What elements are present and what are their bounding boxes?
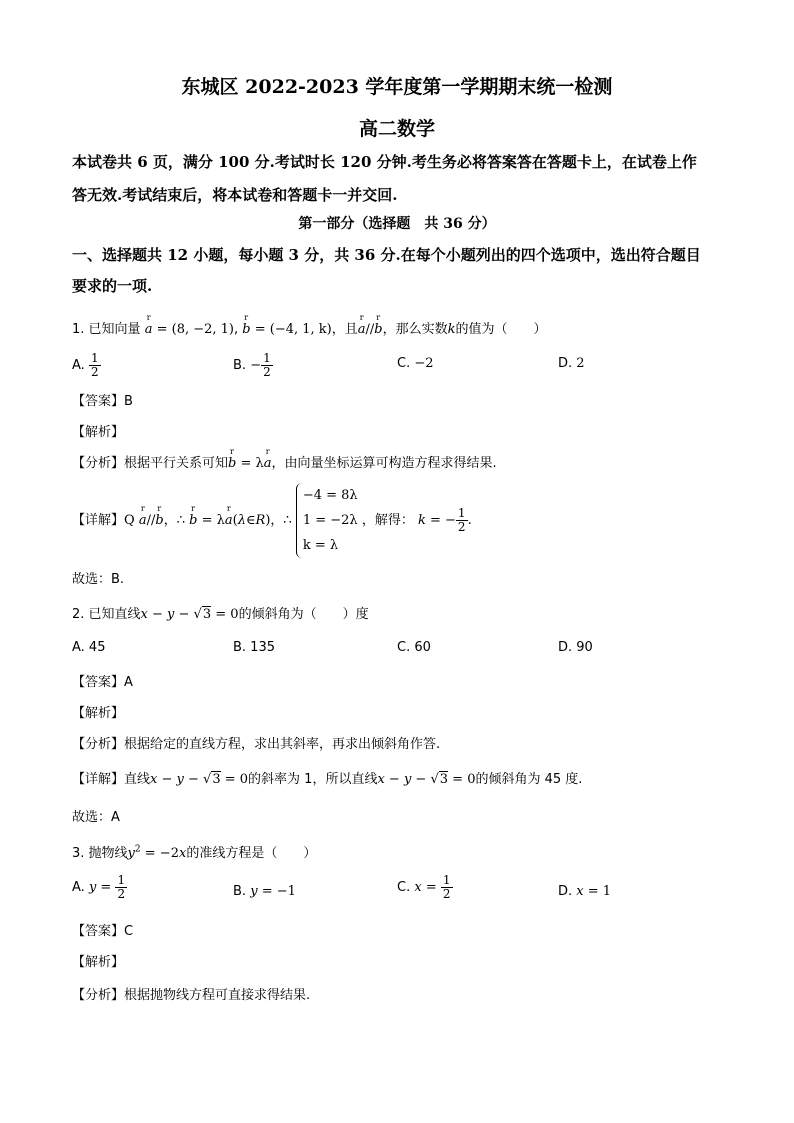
q2-fenxi: 【分析】根据给定的直线方程，求出其斜率，再求出倾斜角作答. [72,737,441,752]
question-1-stem: 1. 已知向量 r a = (8, −2, 1), r b = (−4, 1, k)，且r a//r b，那么实数k的值为（ ） [72,318,547,337]
section-line-2: 要求的一项. [72,277,153,295]
q3-answer: 【答案】C [72,924,134,939]
q2-analysis-label: 【解析】 [72,706,125,721]
q3-option-d: D. x = 1 [558,884,612,899]
q1-option-b: B. − $\frac{1}{2}$ [233,351,271,379]
q1-choose: 故选：B. [72,572,125,587]
q2-choose: 故选：A [72,810,120,825]
exam-instructions [72,146,722,212]
q1-option-d: D. 2 [558,356,585,371]
q1-option-c: C. −2 [397,356,434,371]
q2-detail: 【详解】直线x − y − √3 = 0的斜率为 1，所以直线x − y − √3 = 0的倾斜角为 45 度. [72,772,583,787]
q2-answer: 【答案】A [72,675,133,690]
question-3-stem: 3. 抛物线$y^2 = -2x$的准线方程是（ ） [72,844,317,861]
q3-option-c: C. x = $\frac{1}{2}$ [397,873,451,901]
document-title: 东城区 2022-2023 学年度第一学期期末统一检测 [181,76,613,98]
q1-fenxi: 【分析】根据平行关系可知r b = λr a，由向量坐标运算可构造方程求得结果. [72,452,497,471]
q3-option-a: A. y = $\frac{1}{2}$ [72,873,126,901]
q1-analysis-label: 【解析】 [72,425,125,440]
q1-equation-system: −4 = 8λ 1 = −2λ k = λ [296,483,358,558]
instructions-line-1: 本试卷共 6 页，满分 100 分.考试时长 120 分钟.考生务必将答案答在答题卡上，在试卷上作 [72,153,697,171]
section-line-1: 一、选择题共 12 小题，每小题 3 分，共 36 分.在每个小题列出的四个选项中，选出符合题目 [72,246,701,264]
q3-analysis-label: 【解析】 [72,955,125,970]
q3-fenxi: 【分析】根据抛物线方程可直接求得结果. [72,988,311,1003]
q3-option-b: B. y = −1 [233,884,296,899]
q2-option-d: D. 90 [558,640,593,655]
document-subtitle: 高二数学 [358,118,435,140]
q2-option-b: B. 135 [233,640,275,655]
q1-answer: 【答案】B [72,394,133,409]
q1-option-a: A. $\frac{1}{2}$ [72,351,99,379]
section-instructions [72,240,722,302]
part-heading: 第一部分（选择题 共 36 分） [298,216,496,232]
q2-option-c: C. 60 [397,640,431,655]
q2-option-a: A. 45 [72,640,106,655]
q1-detail: 【详解】Q r a//r b，∴ r b = λr a(λ∈R)，∴ −4 = 8λ 1 = −2λ k = λ ，解得： k = − $\frac{1}{2}$ . [72,483,472,558]
question-2-stem: 2. 已知直线x − y − √3 = 0的倾斜角为（ ）度 [72,607,369,622]
instructions-line-2: 答无效.考试结束后，将本试卷和答题卡一并交回. [72,186,398,204]
